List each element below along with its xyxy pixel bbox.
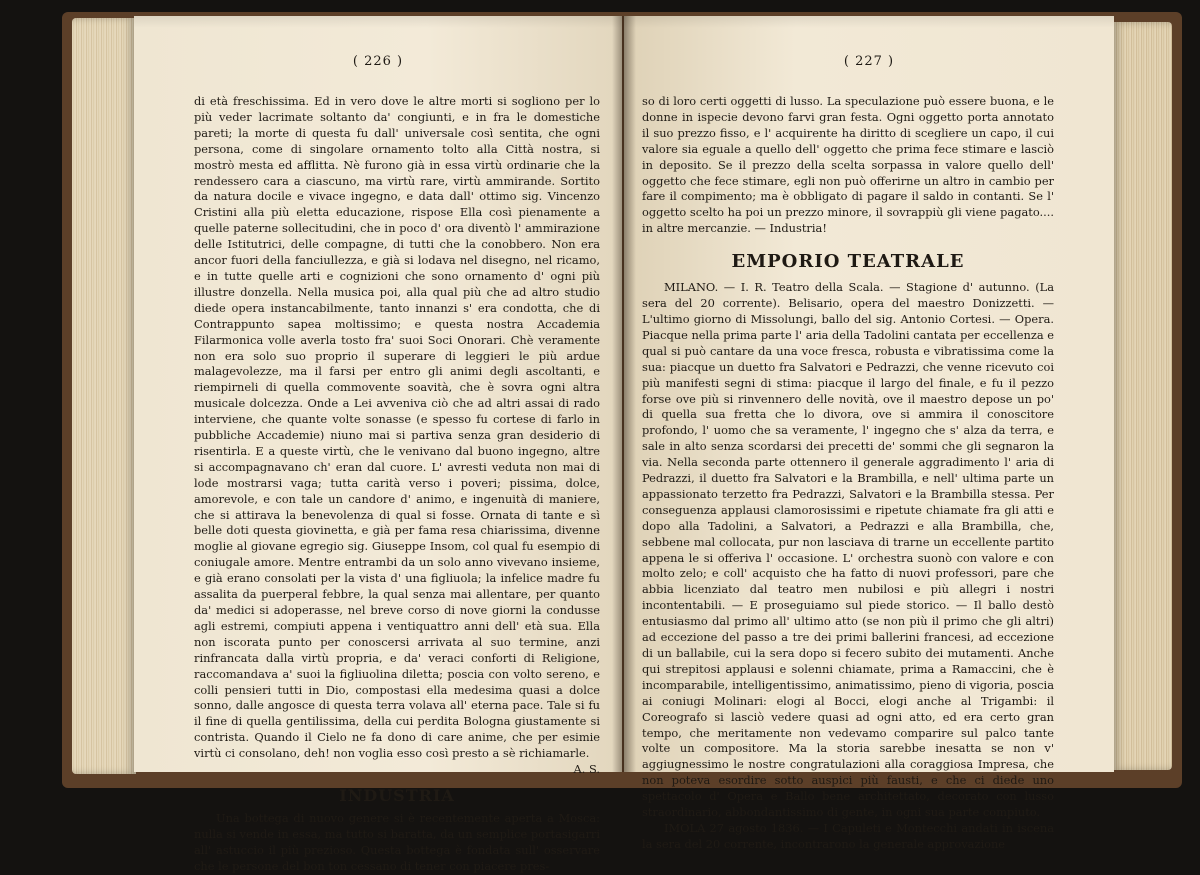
heading-emporio-teatrale: EMPORIO TEATRALE	[731, 251, 965, 273]
left-text-column	[194, 94, 600, 875]
industria-paragraph: Una bottega di nuovo genere si è recentemente aperta a Mosca: nulla si vende in essa, ma tutto si baratta, da un semplice portasigarri all' astuccio il più prezioso. Questa bottega è fondata sull' osservare che le persone del bon ton cessano di tener con piacere pres-	[194, 810, 600, 873]
page-number-right: ( 227 )	[843, 54, 895, 69]
imola-paragraph: IMOLA 27 agosto 1836. — I Capuleti e Montecchi andati in iscena la sera del 20 corrente, incontrarono la generale approvazione	[642, 820, 1054, 851]
heading-industria: INDUSTRIA	[339, 785, 455, 805]
left-page-edges	[72, 18, 136, 774]
left-page	[134, 16, 622, 873]
book-gutter	[612, 16, 636, 772]
industria-continuation-paragraph: so di loro certi oggetti di lusso. La speculazione può essere buona, e le donne in ispecie devono farvi gran festa. Ogni oggetto porta annotato il suo prezzo fisso, e l' acquirente ha diritto di scegliere un capo, il cui valore sia eguale a quello dell' oggetto che prima fece stimare e lasciò in deposito. Se il prezzo della scelta sorpassa in valore quello dell' oggetto che fece stimare, egli non può offerirne un altro in cambio per fare il compimento; ma è obbligato di pagare il saldo in contanti. Se l' oggetto scelto ha poi un prezzo minore, il sovrappiù gli viene pagato.... in altre mercanzie. — Industria!	[642, 94, 1054, 236]
right-page	[624, 16, 1114, 851]
right-page-edges	[1112, 22, 1172, 770]
obituary-paragraph: di età freschissima. Ed in vero dove le altre morti si sogliono per lo più veder lacrimate soltanto da' congiunti, e in fra le domestiche pareti; la morte di questa fu dall' universale così sentita, che ogni persona, come di singolare ornamento tolto alla Città nostra, si mostrò mesta ed afflitta. Nè furono già in essa virtù ordinarie che la rendessero cara a ciascuno, ma virtù rare, virtù ammirande. Sortito da natura docile e vivace ingegno, e data dall' ottimo sig. Vincenzo Cristini alla più eletta educazione, rispose Ella così pienamente a quelle paterne sollecitudini, che in poco d' ora diventò l' ammirazione delle Istitutrici, delle compagne, di tutti che la conobbero. Non era ancor fuori della fanciullezza, e già si lodava nel disegno, nel ricamo, e in tutte quelle arti e cognizioni che sono ornamento d' ogni più illustre donzella. Nella musica poi, alla qual più che ad altro studio diede opera instancabilmente, tanto innanzi s' era condotta, che di Contrappunto sapea moltissimo; e questa nostra Accademia Filarmonica volle averla tosto fra' suoi Soci Onorari. Chè veramente non era solo suo proprio il superare di leggieri le più ardue malagevolezze, ma il farsi per entro gli animi degli ascoltanti, e riempirneli di quella commovente soavità, che è sovra ogni altra musicale dolcezza. Onde a Lei avveniva ciò che ad altri assai di rado interviene, che quante volte sonasse (e spesso fu cortese di farlo in pubbliche Accademie) niuno mai si partiva senza gran desiderio di risentirla. E a queste virtù, che le venivano dal buono ingegno, altre si accompagnavano ch' eran dal cuore. L' avresti veduta non mai di lode mostrarsi vaga; tutta carità verso i poveri; pissima, dolce, amorevole, e con tale un candore d' animo, e ingenuità di maniere, che si attirava la benevolenza di qual si fosse. Ornata di tante e sì belle doti questa giovinetta, e già per fama resa chiarissima, divenne moglie al giovane egregio sig. Giuseppe Insom, col qual fu esempio di coniugale amore. Mentre entrambi da un solo anno vivevano insieme, e già erano consolati per la vista d' una figliuola; la infelice madre fu assalita da puerperal febbre, la qual senza mai allentare, per quanto da' medici si adoperasse, nel breve corso di nove giorni la condusse agli estremi, compiuti appena i ventiquattro anni dell' età sua. Ella non iscorata punto per conoscersi arrivata al suo termine, anzi rinfrancata dalla virtù propria, e da' veraci conforti di Religione, raccomandava a' suoi la figliuolina diletta; poscia con volto sereno, e colli pensieri tutti in Dio, compostasi ella medesima quasi a dolce sonno, dalle angosce di questa terra volava all' eterna pace. Tale si fu il fine di quella gentilissima, della cui perdita Bologna giustamente si contrista. Quando il Cielo ne fa dono di care anime, che per esimie virtù ci consolano, deh! non voglia esso così presto a sè richiamarle.	[194, 94, 600, 761]
signature-initials: A. S.	[573, 762, 600, 777]
page-shadow	[624, 16, 1114, 28]
milano-paragraph: MILANO. — I. R. Teatro della Scala. — Stagione d' autunno. (La sera del 20 corrente). Belisario, opera del maestro Donizzetti. — L'ultimo giorno di Missolungi, ballo del sig. Antonio Cortesi. — Opera. Piacque nella prima parte l' aria della Tadolini cantata per eccellenza e qual si può cantare da una voce fresca, robusta e vibratissima come la sua: piacque un duetto fra Salvatori e Pedrazzi, che venne ricevuto coi più manifesti segni di stima: piacque il largo del finale, e fu il pezzo forse ove più si rinvennero delle novità, ove il maestro depose un po' di quella sua fretta che lo divora, ove si ammira il conoscitore profondo, l' uomo che sa veramente, l' ingegno che s' alza da terra, e sale in alto senza scordarsi dei precetti de' sommi che gli segnaron la via. Nella seconda parte ottennero il generale aggradimento l' aria di Pedrazzi, il duetto fra Salvatori e la Brambilla, e nell' ultima parte un appassionato terzetto fra Pedrazzi, Salvatori e la Brambilla stessa. Per conseguenza applausi clamorosissimi e ripetute chiamate fra gli atti e dopo alla Tadolini, a Salvatori, a Pedrazzi e alla Brambilla, che, sebbene mal collocata, pur non lasciava di trarne un eccellente partito appena le si offeriva l' occasione. L' orchestra suonò con valore e con molto zelo; e coll' acquisto che ha fatto di nuovi professori, pare che abbia licenziato dal teatro men nubilosi e più allegri i nostri incontentabili. — E proseguiamo sul piede storico. — Il ballo destò entusiasmo dal primo all' ultimo atto (se non più il primo che gli altri) ad eccezione del passo a tre dei primi ballerini francesi, ad eccezione di un ballabile, cui la sera dopo si fecero subito dei mutamenti. Anche qui strepitosi applausi e solenni chiamate, prima a Ramaccini, che è incomparabile, intelligentissimo, animatissimo, pieno di vigoria, poscia ai coniugi Molinari: elogi al Bocci, elogi anche al Trigambi: il Coreografo si lasciò vedere quasi ad ogni atto, ed era certo gran tempo, che meritamente non vedevamo comparire sul palco tante volte un compositore. Ma la storia sarebbe inesatta se non v' aggiugnessimo le nostre congratulazioni alla coraggiosa Impresa, che non poteva esordire sotto auspici più fausti, e che ci diede uno spettacolo d' Opera e Ballo bene architettato, decorato con lusso straordinario, abbondantissimo di gente, in ogni sua parte compiuto.	[642, 280, 1054, 820]
page-shadow	[134, 16, 622, 28]
page-number-left: ( 226 )	[352, 54, 404, 69]
right-text-column	[642, 94, 1054, 853]
